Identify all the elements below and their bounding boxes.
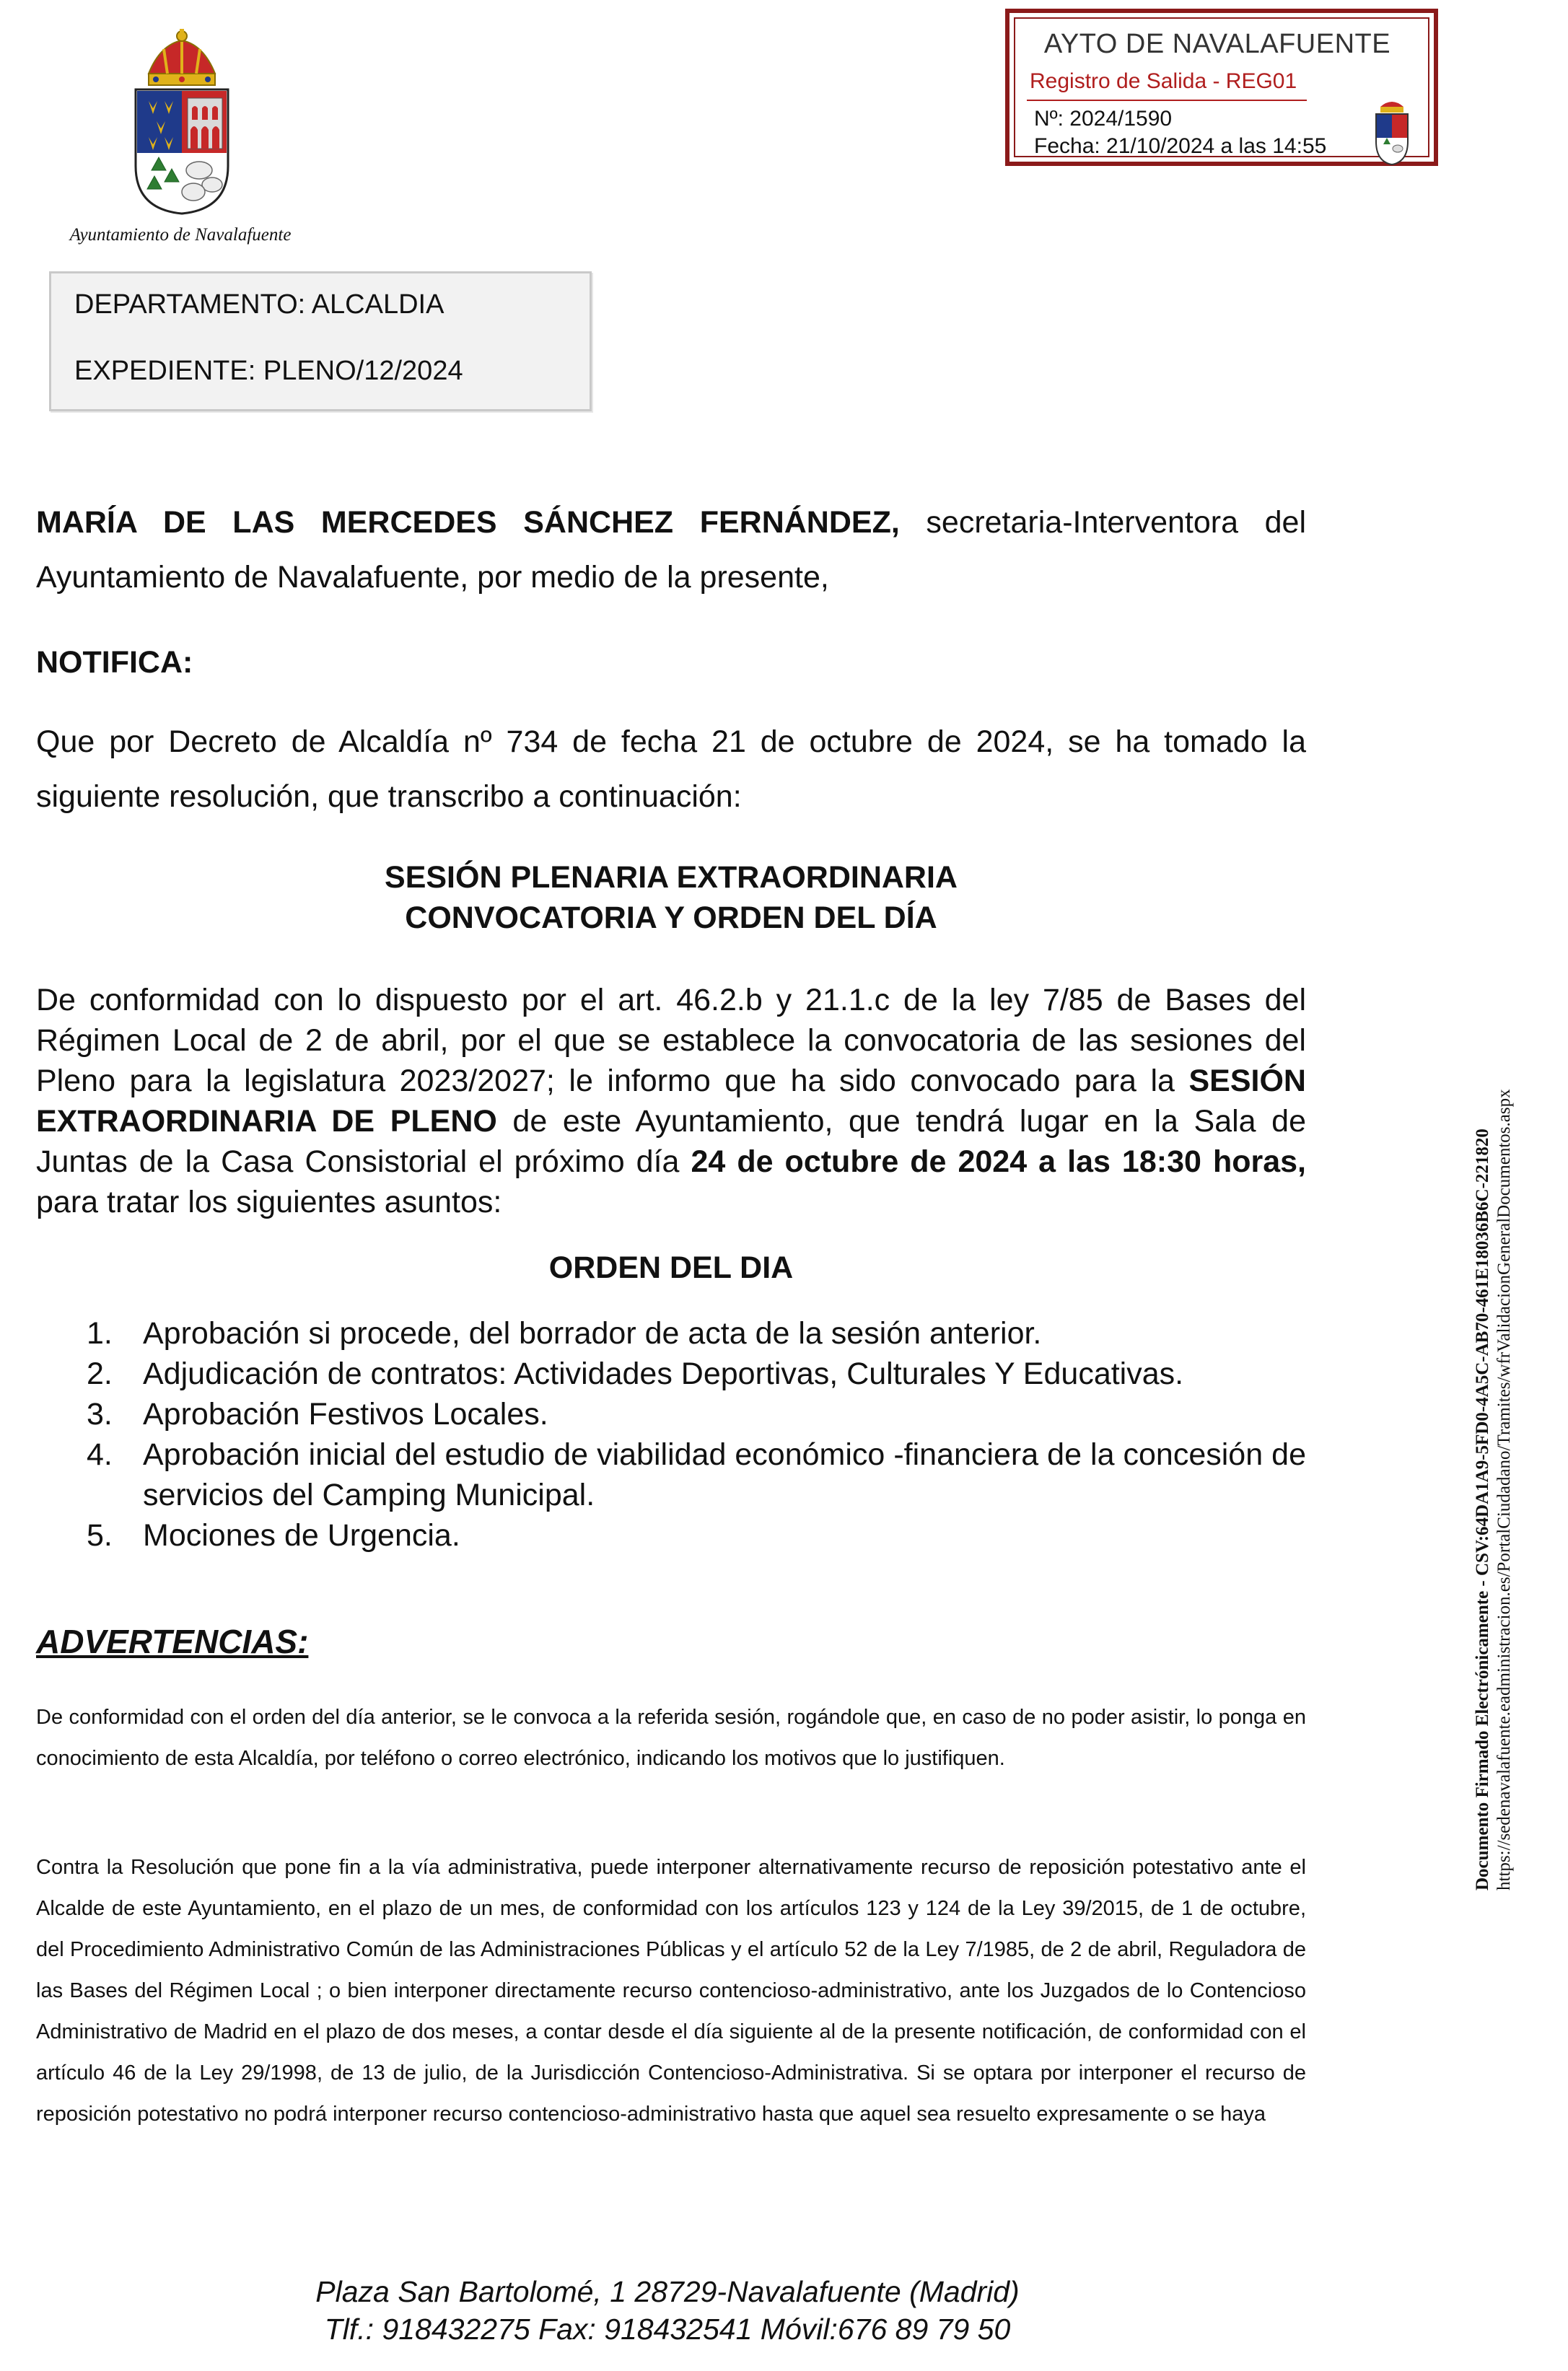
stamp-organization: AYTO DE NAVALAFUENTE [1043, 29, 1391, 59]
expediente-label: EXPEDIENTE: PLENO/12/2024 [74, 356, 463, 386]
official-name: MARÍA DE LAS MERCEDES SÁNCHEZ FERNÁNDEZ, [36, 505, 900, 540]
orden-item-text: Aprobación Festivos Locales. [143, 1397, 548, 1432]
conformidad-text-c: para tratar los siguientes asuntos: [36, 1185, 502, 1219]
session-title-line1: SESIÓN PLENARIA EXTRAORDINARIA [385, 860, 958, 895]
signature-csv: Documento Firmado Electrónicamente - CSV:64DA1A9-5FD0-4A5C-AB70-461E18036B6C-221820 [1473, 1128, 1492, 1890]
stamp-inner-border [1014, 17, 1429, 157]
advertencias-heading: ADVERTENCIAS: [36, 1623, 309, 1660]
stamp-registry: Registro de Salida - REG01 [1030, 69, 1297, 93]
shield-icon [136, 89, 228, 214]
footer-phones: Tlf.: 918432275 Fax: 918432541 Móvil:676 89 79 50 [324, 2313, 1011, 2346]
stamp-divider [1027, 100, 1307, 101]
department-box [49, 271, 592, 411]
decreto-paragraph: Que por Decreto de Alcaldía nº 734 de fecha 21 de octubre de 2024, se ha tomado la siguiente resolución, que transcribo a continuación: [36, 724, 1306, 814]
orden-item-text: Aprobación inicial del estudio de viabilidad económico -financiera de la concesión de servicios del Camping Municipal. [143, 1437, 1306, 1512]
session-title-line2: CONVOCATORIA Y ORDEN DEL DÍA [405, 900, 937, 935]
orden-item [87, 1434, 1306, 1515]
orden-item-number: 2. [87, 1357, 113, 1391]
advertencia-paragraph-1: De conformidad con el orden del día anterior, se le convoca a la referida sesión, rogándole que, en caso de no poder asistir, lo ponga en conocimiento de esta Alcaldía, por teléfono o correo electrónico, indicando los motivos que lo justifiquen. [36, 1706, 1306, 1770]
orden-item-number: 4. [87, 1437, 113, 1472]
session-type: SESIÓN EXTRAORDINARIA DE PLENO [36, 1064, 1306, 1139]
conformidad-paragraph [36, 980, 1306, 1222]
orden-item [87, 1394, 1306, 1434]
validation-url[interactable]: https://sedenavalafuente.eadministracion.es/PortalCiudadano/Tramites/wfrValidacionGeneralDocumentos.aspx [1494, 1089, 1514, 1890]
registry-stamp [1005, 9, 1438, 166]
orden-item-text: Aprobación si procede, del borrador de acta de la sesión anterior. [143, 1316, 1042, 1351]
orden-item-number: 3. [87, 1397, 113, 1432]
session-datetime: 24 de octubre de 2024 a las 18:30 horas, [691, 1144, 1306, 1179]
intro-text: secretaria-Interventora del Ayuntamiento de Navalafuente, por medio de la presente, [36, 505, 1306, 595]
signature-side-note [1472, 866, 1515, 1890]
conformidad-text-b: de este Ayuntamiento, que tendrá lugar en la Sala de Juntas de la Casa Consistorial el próximo día [36, 1104, 1307, 1179]
orden-item-number: 1. [87, 1316, 113, 1351]
orden-item [87, 1354, 1306, 1394]
crown-icon [149, 29, 215, 85]
department-label: DEPARTAMENTO: ALCALDIA [74, 289, 444, 320]
orden-item-text: Adjudicación de contratos: Actividades Deportivas, Culturales Y Educativas. [143, 1357, 1184, 1391]
footer-address: Plaza San Bartolomé, 1 28729-Navalafuente (Madrid) [315, 2275, 1020, 2308]
conformidad-text-a: De conformidad con lo dispuesto por el art. 46.2.b y 21.1.c de la ley 7/85 de Bases del Régimen Local de 2 de abril, por el que se establece la convocatoria de las sesiones del Pleno para la legislatura 2023/2027; le informo que ha sido convocado para la [36, 983, 1306, 1098]
orden-item-number: 5. [87, 1518, 113, 1553]
notifica-heading: NOTIFICA: [36, 645, 193, 680]
orden-item [87, 1515, 1306, 1556]
advertencia-paragraph-2: Contra la Resolución que pone fin a la vía administrativa, puede interponer alternativamente recurso de reposición potestativo ante el Alcalde de este Ayuntamiento, en el plazo de un mes, de conformidad con los artículos 123 y 124 de la Ley 39/2015, de 1 de octubre, del Procedimiento Administrativo Común de las Administraciones Públicas y el artículo 52 de la Ley 7/1985, de 2 de abril, Reguladora de las Bases del Régimen Local ; o bien interponer directamente recurso contencioso-administrativo, ante los Juzgados de lo Contencioso Administrativo de Madrid en el plazo de dos meses, a contar desde el día siguiente al de la presente notificación, de conformidad con el artículo 46 de la Ley 29/1998, de 13 de julio, de la Jurisdicción Contencioso-Administrativa. Si se optara por interponer el recurso de reposición potestativo no podrá interponer recurso contencioso-administrativo hasta que aquel sea resuelto expresamente o se haya [36, 1856, 1306, 2126]
orden-list [87, 1313, 1306, 1556]
coat-caption: Ayuntamiento de Navalafuente [69, 225, 292, 245]
stamp-crest-icon [1370, 97, 1414, 166]
stamp-date: Fecha: 21/10/2024 a las 14:55 [1034, 134, 1327, 158]
orden-item [87, 1313, 1306, 1354]
stamp-number: Nº: 2024/1590 [1034, 107, 1173, 131]
orden-item-text: Mociones de Urgencia. [143, 1518, 460, 1553]
intro-paragraph [36, 495, 1306, 605]
orden-title: ORDEN DEL DIA [548, 1250, 794, 1285]
coat-of-arms-logo [124, 29, 240, 216]
